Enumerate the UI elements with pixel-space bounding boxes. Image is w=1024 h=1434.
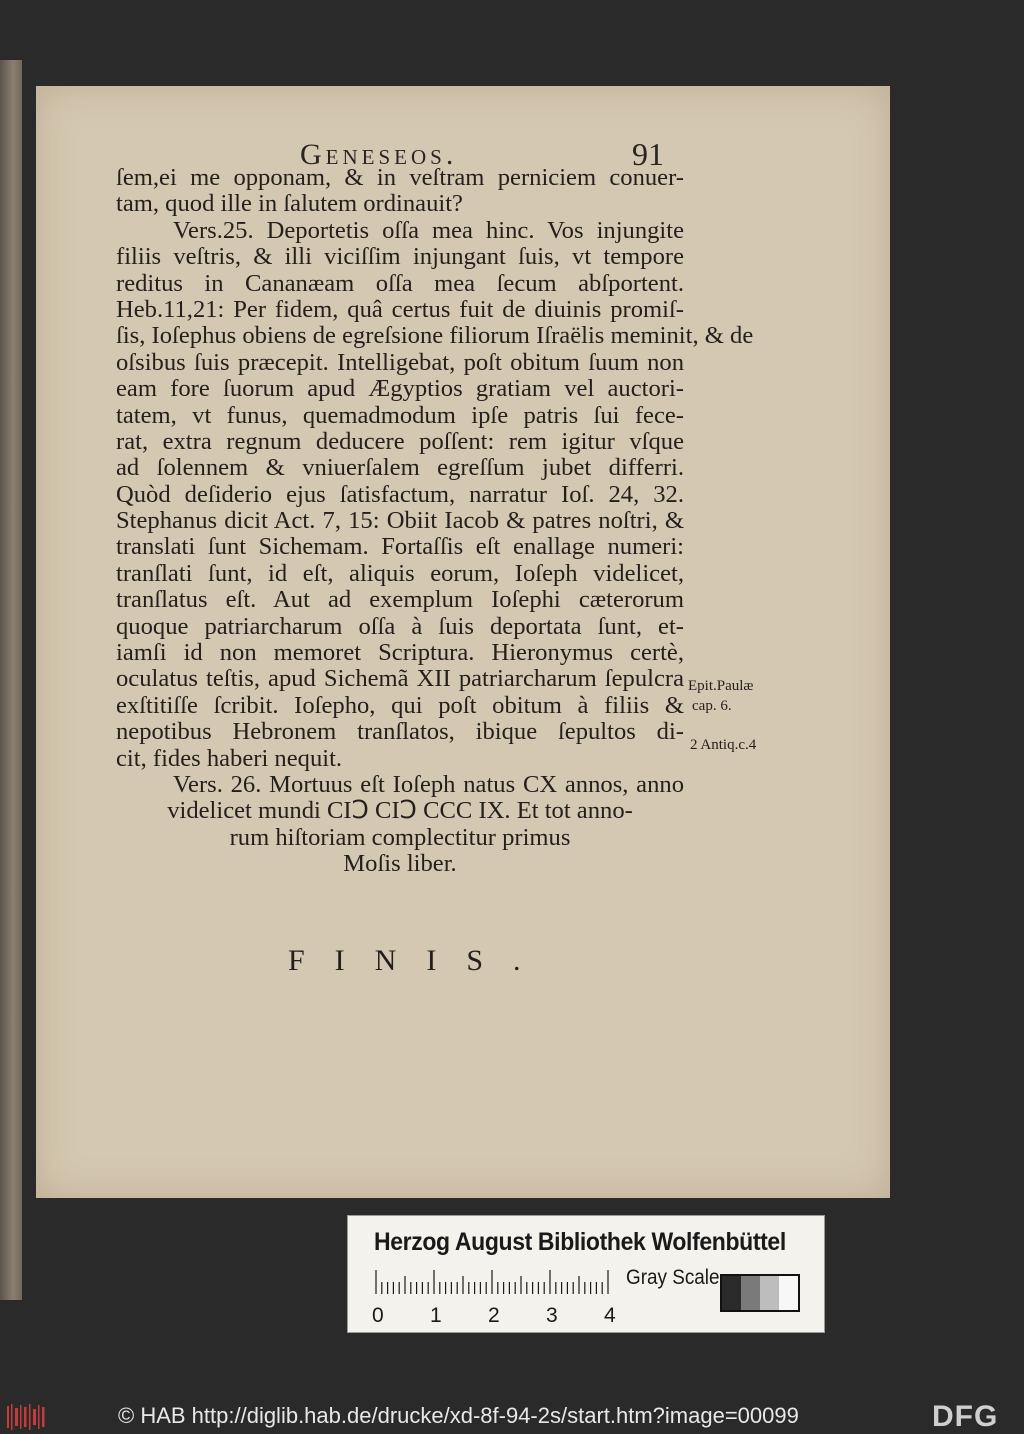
text-line: rat, extra regnum deducere poſſent: rem igitur vſque (116, 427, 684, 455)
gray-swatch (779, 1276, 798, 1310)
text-line: quoque patriarcharum oſſa à ſuis deportata ſunt, et- (116, 612, 684, 640)
text-line: tranſlatus eſt. Aut ad exemplum Ioſephi cæterorum (116, 586, 684, 614)
text-line: eam fore ſuorum apud Ægyptios gratiam vel auctori- (116, 375, 684, 403)
text-line: translati ſunt Sichemam. Fortaſſis eſt enallage numeri: (116, 533, 684, 561)
text-line: nepotibus Hebronem tranſlatos, ibique ſepultos di- (116, 718, 684, 746)
text-line: exſtitiſſe ſcribit. Ioſepho, qui poſt obitum à filiis & (116, 691, 684, 719)
text-line: videlicet mundi CIↃ CIↃ CCC IX. Et tot anno- (167, 797, 633, 825)
adjacent-page-edge (0, 60, 22, 1300)
margin-note-epit: Epit.Paulæ (688, 678, 754, 694)
margin-note-antiq: 2 Antiq.c.4 (690, 737, 757, 753)
ruler-numbers (372, 1304, 622, 1328)
margin-note-cap: cap. 6. (692, 698, 732, 714)
hab-barcode-icon (6, 1402, 48, 1432)
text-line: Vers.25. Deportetis oſſa mea hinc. Vos injungite (173, 216, 684, 244)
text-line: Vers. 26. Mortuus eſt Ioſeph natus CX annos, anno (173, 770, 684, 798)
text-line: tam, quod ille in ſalutem ordinauit? (116, 190, 463, 218)
ruler-number: 4 (604, 1304, 616, 1327)
institution-name: Herzog August Bibliothek Wolfenbüttel (374, 1228, 786, 1256)
dfg-logo: DFG (932, 1400, 999, 1433)
gray-swatch (760, 1276, 779, 1310)
text-line: cit, fides haberi nequit. (116, 744, 343, 772)
text-line: tranſlati ſunt, id eſt, aliquis eorum, Ioſeph videlicet, (116, 559, 684, 587)
gray-swatch (722, 1276, 741, 1310)
color-calibration-card (347, 1215, 825, 1333)
ruler-number: 3 (546, 1304, 558, 1327)
text-line: filiis veſtris, & illi viciſſim injungant ſuis, vt tempore (116, 243, 684, 271)
text-line: Heb.11,21: Per fidem, quâ certus fuit de diuinis promiſ- (116, 295, 684, 323)
text-line: Quòd deſiderio ejus ſatisfactum, narratur Ioſ. 24, 32. (116, 480, 684, 508)
text-line: iamſi id non memoret Scriptura. Hieronymus certè, (116, 639, 684, 667)
text-line: tatem, vt funus, quemadmodum ipſe patris ſui fece- (116, 401, 684, 429)
text-line: Stephanus dicit Act. 7, 15: Obiit Iacob & patres noſtri, & (116, 507, 684, 535)
citation-link[interactable]: © HAB http://diglib.hab.de/drucke/xd-8f-94-2s/start.htm?image=00099 (118, 1403, 799, 1428)
text-line: reditus in Cananæam oſſa mea ſecum abſportent. (116, 269, 684, 297)
text-line: ad ſolennem & vniuerſalem egreſſum jubet differri. (116, 454, 684, 482)
ruler-number: 2 (488, 1304, 500, 1327)
ruler-number: 1 (430, 1304, 442, 1327)
gray-scale-swatches (720, 1274, 800, 1312)
text-line: oſsibus ſuis præcepit. Intelligebat, poſt obitum ſuum non (116, 348, 684, 376)
text-line: oculatus teſtis, apud Sichemã XII patriarcharum ſepulcra (116, 665, 684, 693)
gray-scale-label: Gray Scale (626, 1266, 720, 1289)
ruler-number: 0 (372, 1304, 384, 1327)
page-number: 91 (632, 136, 664, 172)
text-line: rum hiſtoriam complectitur primus (229, 823, 571, 851)
footer-bar (0, 1398, 1024, 1434)
gray-swatch (741, 1276, 760, 1310)
text-line: ſis, Ioſephus obiens de egreſsione filiorum Iſraëlis meminit, & de (116, 322, 754, 350)
text-line: Moſis liber. (343, 850, 457, 878)
text-line: ſem,ei me opponam, & in veſtram perniciem conuer- (116, 164, 684, 191)
running-head: Geneseos. (300, 138, 458, 171)
ruler-ticks (374, 1268, 610, 1294)
finis-colophon: FINIS. (288, 944, 551, 977)
